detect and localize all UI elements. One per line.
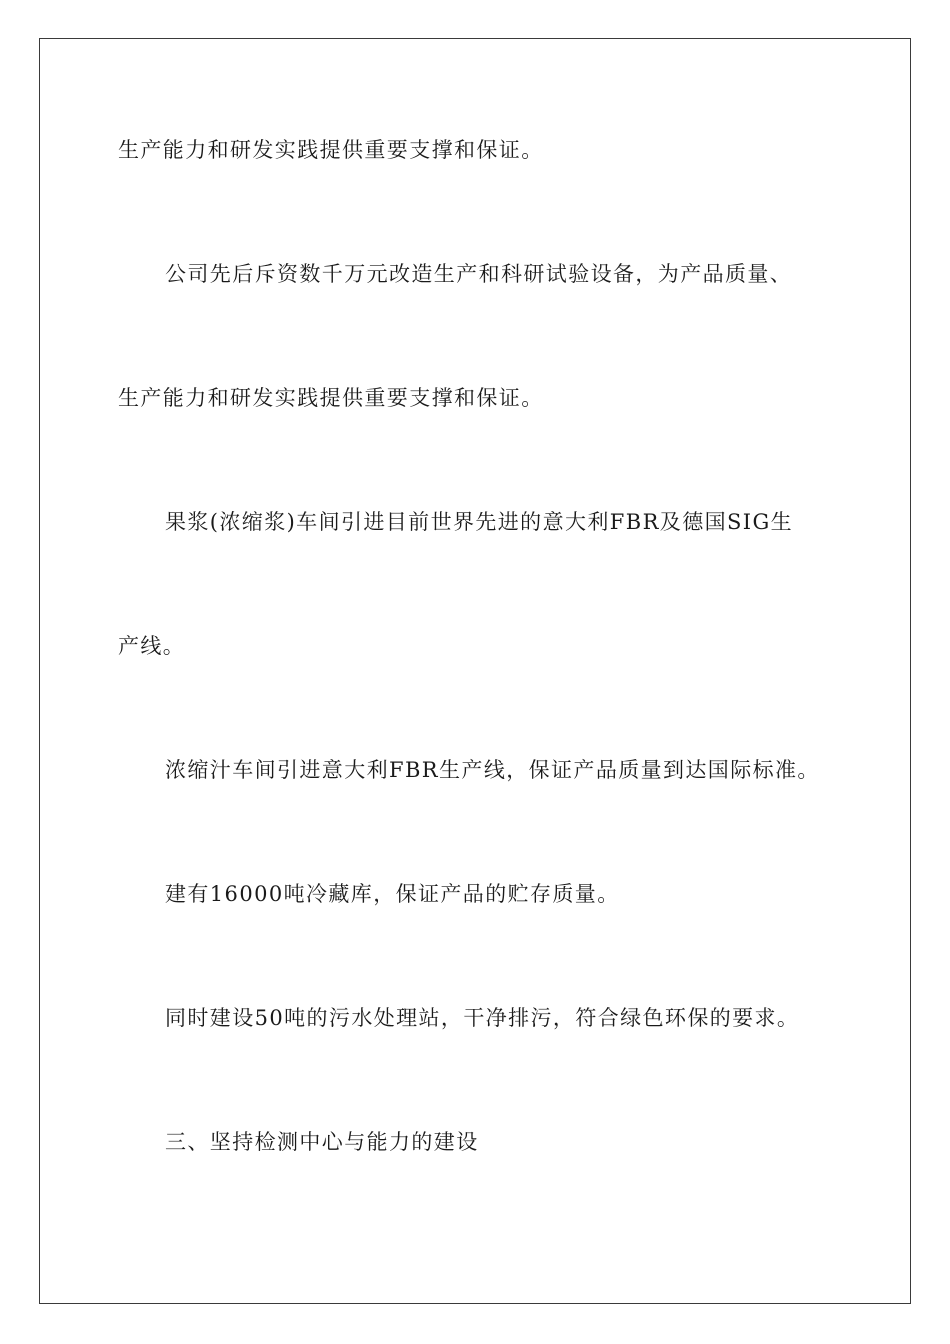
page-border [39,38,911,1304]
paragraph-line: 公司先后斥资数千万元改造生产和科研试验设备，为产品质量、 [165,262,793,286]
paragraph-line: 产线。 [118,634,186,658]
paragraph-line: 生产能力和研发实践提供重要支撑和保证。 [118,138,544,162]
paragraph-line: 生产能力和研发实践提供重要支撑和保证。 [118,386,544,410]
paragraph-line: 建有16000吨冷藏库，保证产品的贮存质量。 [165,882,620,906]
paragraph-line: 浓缩汁车间引进意大利FBR生产线，保证产品质量到达国际标准。 [165,758,820,782]
paragraph-line: 同时建设50吨的污水处理站，干净排污，符合绿色环保的要求。 [165,1006,800,1030]
paragraph-line: 果浆(浓缩浆)车间引进目前世界先进的意大利FBR及德国SIG生 [165,510,794,534]
section-heading: 三、坚持检测中心与能力的建设 [165,1130,479,1154]
